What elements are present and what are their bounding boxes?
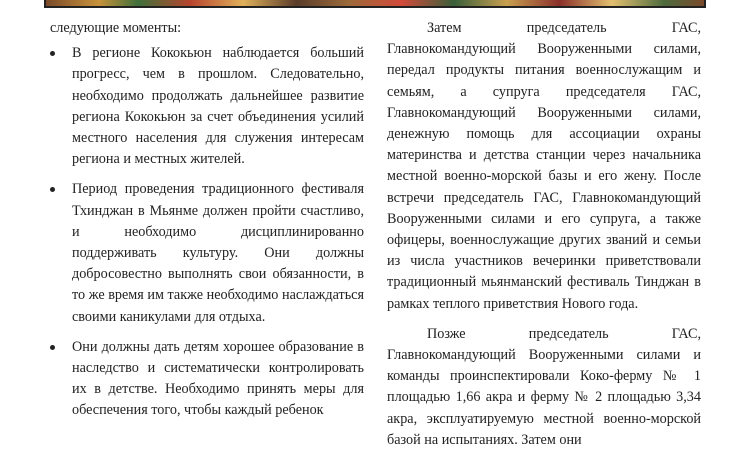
paragraph: Затем председатель ГАС, Главнокомандующий Вооруженными силами, передал продукты питания военнослужащим и семьям, а супруга председателя ГАС, Главнокомандующий Вооруженными силами, денежную помощь для ассоциации охраны материнства и детства станции через начальника местной военно-морской базы и его жену. После встречи председатель ГАС, Главнокомандующий Вооруженными силами и его супруга, а также офицеры, военнослужащие других званий и семьи из числа участников вечеринки приветствовали традиционный мьянманский фестиваль Тинджан в рамках теплого приветствия Нового года. (387, 20, 701, 312)
paragraph: Позже председатель ГАС, Главнокомандующий Вооруженными силами и команды проинспектировали Коко-ферму № 1 площадью 1,66 акра и ферму № 2 площадью 3,34 акра, эксплуатируемую местной военно-морской базой на испытаниях. Затем они (387, 325, 701, 448)
bullet-text: Они должны дать детям хорошее образование в наследство и систематически контролировать их в детстве. Необходимо принять меры для обеспечения того, чтобы каждый ребенок (72, 338, 364, 419)
bullet-text: Период проведения традиционного фестиваля Тхинджан в Мьянме должен пройти счастливо, и необходимо дисциплинированно поддерживать культуру. Они должны добросовестно выполнять свои обязанности, в то же время им также необходимо наслаждаться своими каникулами для отдыха. (72, 181, 364, 325)
bullet-item (50, 43, 364, 170)
left-column (50, 18, 364, 431)
bullet-list (50, 43, 364, 421)
bullet-dot-icon (50, 187, 55, 192)
bullet-item (50, 179, 364, 327)
header-photo-strip (44, 0, 706, 8)
bullet-dot-icon (50, 345, 55, 350)
intro-text: следующие моменты: (50, 20, 182, 36)
bullet-dot-icon (50, 51, 55, 56)
bullet-text: В регионе Кококьюн наблюдается больший прогресс, чем в прошлом. Следовательно, необходимо продолжать дальнейшее развитие региона Кококьюн за счет объединения усилий местного населения для служения интересам региона и местных жителей. (72, 45, 364, 168)
right-column (387, 18, 701, 460)
bullet-item (50, 337, 364, 422)
